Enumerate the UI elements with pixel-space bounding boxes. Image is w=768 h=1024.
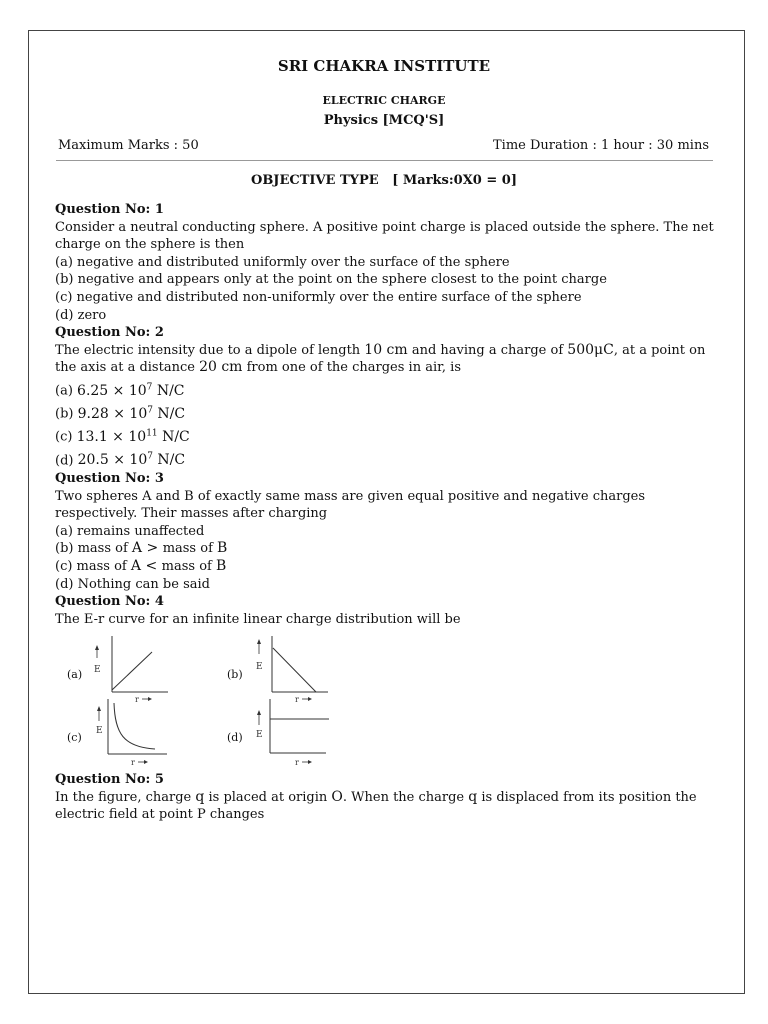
- mantissa: 9.28 × 10: [77, 405, 148, 422]
- exponent: 7: [147, 405, 153, 416]
- math-symbol: B: [215, 557, 227, 574]
- max-marks: Maximum Marks : 50: [58, 138, 199, 153]
- question-2: [55, 324, 715, 470]
- axis-label-r: r: [135, 695, 139, 705]
- text-part: is placed at origin: [204, 789, 332, 805]
- text-part: The electric intensity due to a dipole of length: [55, 342, 365, 358]
- math-operator: <: [141, 557, 162, 574]
- option-b: [55, 402, 715, 423]
- axis-label-e: E: [94, 665, 101, 676]
- option-value: [78, 452, 186, 468]
- option-c: [55, 425, 715, 446]
- option-text: (a) remains unaffected: [55, 523, 205, 539]
- text-part: In the figure, charge: [55, 789, 196, 805]
- math-symbol: B: [217, 540, 228, 557]
- axis-label-r: r: [295, 695, 299, 705]
- question-3: [55, 470, 715, 593]
- mantissa: 6.25 × 10: [77, 382, 147, 399]
- axis-label-e: E: [256, 730, 263, 741]
- question-heading: Question No: 2: [55, 325, 164, 341]
- axis-label-e: E: [256, 662, 263, 673]
- graph-label-a: (a): [67, 668, 83, 682]
- option-c: (c) negative and distributed non-uniformly over the entire surface of the sphere: [55, 289, 582, 305]
- question-heading: Question No: 3: [55, 470, 164, 486]
- graph-a-increasing: [93, 634, 173, 704]
- option-text: mass of: [162, 541, 218, 557]
- mantissa: 20.5 × 10: [77, 452, 148, 469]
- axis-label-r: r: [295, 758, 299, 768]
- question-text: The E-r curve for an infinite linear charge distribution will be: [55, 611, 461, 627]
- paper-title: Physics [MCQ'S]: [323, 113, 445, 128]
- text-part: . When the charge: [342, 789, 469, 805]
- graph-label-d: (d): [227, 731, 243, 745]
- question-5: [55, 771, 715, 824]
- math-operator: >: [142, 540, 163, 557]
- math-symbol-q: q: [195, 788, 205, 805]
- option-label: (c): [55, 430, 77, 446]
- math-distance: 20 cm: [199, 359, 243, 376]
- question-text: Consider a neutral conducting sphere. A positive point charge is placed outside the sphere. The net charge on the sphere is then: [55, 219, 714, 253]
- math-length: 10 cm: [364, 341, 408, 358]
- axis-label-e: E: [96, 726, 103, 737]
- question-text: [55, 342, 715, 377]
- option-b: [55, 540, 715, 558]
- option-a: [55, 379, 715, 400]
- question-heading: Question No: 4: [55, 594, 164, 610]
- option-a: (a) negative and distributed uniformly over the surface of the sphere: [55, 254, 510, 270]
- option-value: [77, 429, 190, 445]
- text-part: from one of the charges in air, is: [242, 360, 462, 376]
- question-1: [55, 201, 715, 324]
- math-symbol-o: O: [331, 788, 343, 805]
- unit: N/C: [152, 452, 186, 469]
- institute-title: SRI CHAKRA INSTITUTE: [277, 57, 491, 75]
- graph-d-constant: [253, 697, 333, 769]
- option-label: (a): [55, 383, 78, 399]
- subject-title: ELECTRIC CHARGE: [322, 94, 446, 107]
- math-charge: 500μC: [567, 341, 614, 358]
- math-symbol: A: [131, 540, 143, 557]
- graph-b-decreasing: [253, 626, 333, 704]
- question-4: [55, 593, 715, 768]
- question-heading: Question No: 5: [55, 772, 164, 788]
- option-text: (c) mass of: [55, 558, 131, 574]
- option-d: (d) zero: [55, 307, 107, 323]
- mantissa: 13.1 × 10: [76, 429, 147, 446]
- option-a: [55, 523, 715, 541]
- graph-label-b: (b): [227, 668, 243, 682]
- option-text: mass of: [161, 558, 216, 574]
- section-heading: OBJECTIVE TYPE [ Marks:0X0 = 0]: [251, 173, 517, 188]
- graph-label-c: (c): [67, 731, 82, 745]
- time-duration: Time Duration : 1 hour : 30 mins: [492, 138, 709, 153]
- option-text: (d) Nothing can be said: [55, 576, 210, 592]
- unit: N/C: [152, 382, 185, 399]
- graph-c-inverse: [93, 697, 173, 769]
- exponent: 7: [146, 381, 153, 392]
- axis-label-r: r: [131, 758, 135, 768]
- header-divider: [56, 160, 713, 161]
- option-d: [55, 449, 715, 470]
- option-c: [55, 558, 715, 576]
- question-text: Two spheres A and B of exactly same mass are given equal positive and negative charges respectively. Their masses after charging: [55, 488, 646, 522]
- option-value: [78, 406, 186, 422]
- exponent: 7: [147, 451, 153, 462]
- question-text: [55, 789, 715, 824]
- question-heading: Question No: 1: [55, 202, 164, 217]
- e-r-graphs-figure: [55, 634, 355, 768]
- questions-body: [55, 201, 715, 824]
- option-d: [55, 576, 715, 594]
- text-part: is displaced from its position the electric field at point P changes: [55, 789, 697, 823]
- option-b: (b) negative and appears only at the point on the sphere closest to the point charge: [55, 272, 607, 288]
- unit: N/C: [152, 405, 186, 422]
- unit: N/C: [157, 429, 190, 446]
- text-part: , at a point on the axis at a distance: [55, 342, 706, 376]
- option-label: (d): [55, 453, 78, 469]
- option-label: (b): [55, 406, 78, 422]
- math-symbol: A: [130, 557, 142, 574]
- math-symbol-q: q: [468, 788, 478, 805]
- exponent: 11: [146, 428, 158, 439]
- option-value: [77, 383, 185, 399]
- text-part: and having a charge of: [407, 342, 568, 358]
- option-text: (b) mass of: [55, 541, 132, 557]
